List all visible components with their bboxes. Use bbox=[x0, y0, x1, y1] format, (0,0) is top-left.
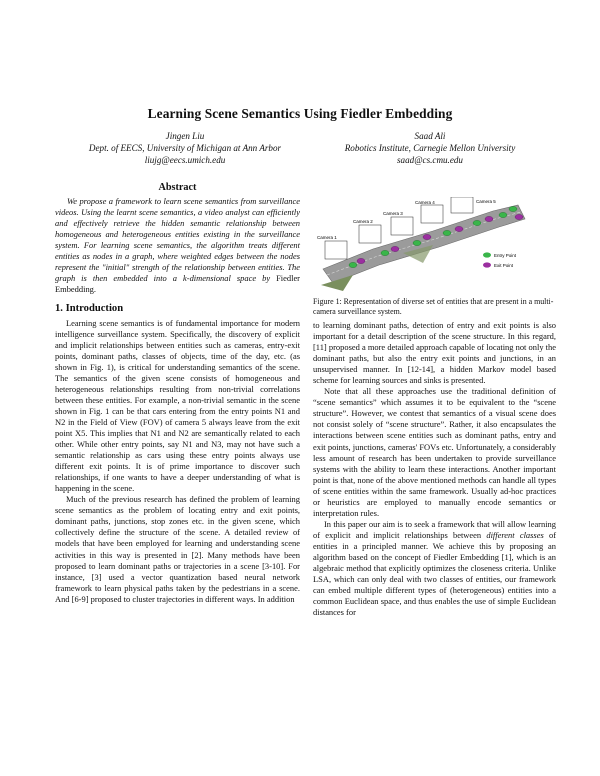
author-name: Jingen Liu bbox=[165, 131, 205, 141]
author-email: liujg@eecs.umich.edu bbox=[144, 154, 226, 165]
legend-entry-marker bbox=[483, 252, 491, 257]
camera-label: Camera 3 bbox=[383, 211, 403, 216]
abstract-tail: Fiedler Embedding. bbox=[55, 273, 300, 295]
figure-caption: Figure 1: Representation of diverse set of entities that are present in a multi-camera surveillance system. bbox=[313, 297, 554, 316]
p3-emphasis: different classes bbox=[486, 529, 544, 540]
abstract-body: We propose a framework to learn scene semantics from surveillance videos. Using the learnt scene semantics, a video analyst can efficiently and effectively retrieve the hidden semantic relationship between homogeneous and heterogeneous entities existing in the surveillance system. For learning scene semantics, the algorithm treats different entities as nodes in a graph, where weighted edges between the nodes represent the "initial" strength of the relationship between entities. The graph is then embedded into a k-dimensional space by bbox=[55, 196, 300, 284]
author-affiliation: Robotics Institute, Carnegie Mellon University bbox=[344, 142, 516, 153]
paper-title: Learning Scene Semantics Using Fiedler Embedding bbox=[147, 106, 453, 121]
author-email: saad@cs.cmu.edu bbox=[397, 154, 463, 165]
author-block-2 bbox=[310, 131, 550, 166]
surveillance-scene-figure bbox=[313, 197, 556, 295]
abstract-text bbox=[55, 196, 300, 295]
right-paragraph-2: Note that all these approaches use the traditional definition of “scene semantics” which assumes it to be equivalent to the “scene structure”. However, we contest that semantics of a visual scene does not consist solely of “scene structure”. Rather, it also encapsulates the interactions between scene entities such as dominant paths, entry and exit points, junctions, cameras' FOVs etc. Unfortunately, a considerably less amount of research has been undertaken to provide surveillance systems with the ability to learn these interactions. Another important point is that, none of the above mentioned methods can handle all types of scene entities within the same framework. Usually ad-hoc practices or heuristics are employed to manually encode semantics or interpretation rules. bbox=[313, 386, 556, 518]
intro-paragraph-2: Much of the previous research has defined the problem of learning scene semantics as the problem of locating entry and exit points, dominant paths, junctions, stop zones etc. in the given scene, which collectively define the structure of the scene. A detailed review of models that have been employed for learning and understanding scene activities in this way is presented in [2]. Many methods have been proposed to learn dominant paths or trajectories in a scene [3-10]. For instance, [3] used a vector quantization based neural network framework to learn physical paths taken by the pedestrians in a scene. And [6-9] proposed to cluster trajectories in different ways. In addition bbox=[55, 494, 300, 604]
left-column bbox=[55, 182, 300, 605]
legend-exit-marker bbox=[483, 262, 491, 267]
p3-text-a: In this paper our aim is to seek a framework that will allow learning of explicit and implicit relationships between bbox=[313, 518, 556, 540]
camera-label: Camera 5 bbox=[476, 199, 496, 204]
abstract-heading: Abstract bbox=[158, 182, 197, 193]
p3-text-b: of entities in a principled manner. We achieve this by proposing an algorithm based on the concept of Fiedler Embedding [1], which is an algebraic method that explicitly optimizes the closeness criteria. Unlike LSA, which can only deal with two classes of entities, our framework can embed multiple different types of (heterogeneous) entities into a common Euclidean space, and thus enables the use of simple Euclidean distances for bbox=[313, 529, 557, 618]
author-affiliation: Dept. of EECS, University of Michigan at Ann Arbor bbox=[88, 142, 282, 153]
right-paragraph-1: to learning dominant paths, detection of entry and exit points is also important for a detail description of the scene structure. In this regard, [11] proposed a more detailed approach capable of locating not only the dominant paths, but also the entry exit points and junctions, in an unsupervised manner. In [12-14], a hidden Markov model based scheme for learning sources and sinks is presented. bbox=[313, 320, 556, 386]
camera-label: Camera 2 bbox=[353, 219, 373, 224]
camera-label: Camera 4 bbox=[415, 200, 435, 205]
legend-entry-label: Entry Point bbox=[494, 253, 517, 258]
intro-paragraph-1: Learning scene semantics is of fundamental importance for modern intelligence surveillance system. Specifically, the discovery of explicit and implicit relationships between entities such as cameras, entry-exit points, dominant paths, classes of objects, time of the day, etc. (as shown in Fig. 1), is critical for understanding semantics of the scene. The semantics of the given scene consists of homogeneous and heterogeneous relationships resulting from non-trivial correlations between these entities. For example, a non-trivial semantic in the scene shown in Fig. 1 can be that cars entering from the entry points N1 and N2 in the Field of View (FOV) of camera 5 always leave from the exit point X5. This implies that N1 and N2 are semantically related to each other. While other entry points, say N1 and N3, may not have such a semantic relationship as cars using these entry points always use different exit points. It is of prime importance to discover such relationships, if one wants to have a deeper understanding of what is happening in the scene. bbox=[55, 317, 300, 494]
author-name: Saad Ali bbox=[414, 131, 446, 141]
section-heading-introduction: 1. Introduction bbox=[55, 303, 124, 315]
legend-exit-label: Exit Point bbox=[494, 263, 514, 268]
author-block-1 bbox=[60, 131, 310, 166]
right-column bbox=[313, 320, 556, 618]
figure-1 bbox=[313, 197, 556, 295]
camera-label: Camera 1 bbox=[317, 235, 337, 240]
right-paragraph-3 bbox=[313, 519, 556, 618]
